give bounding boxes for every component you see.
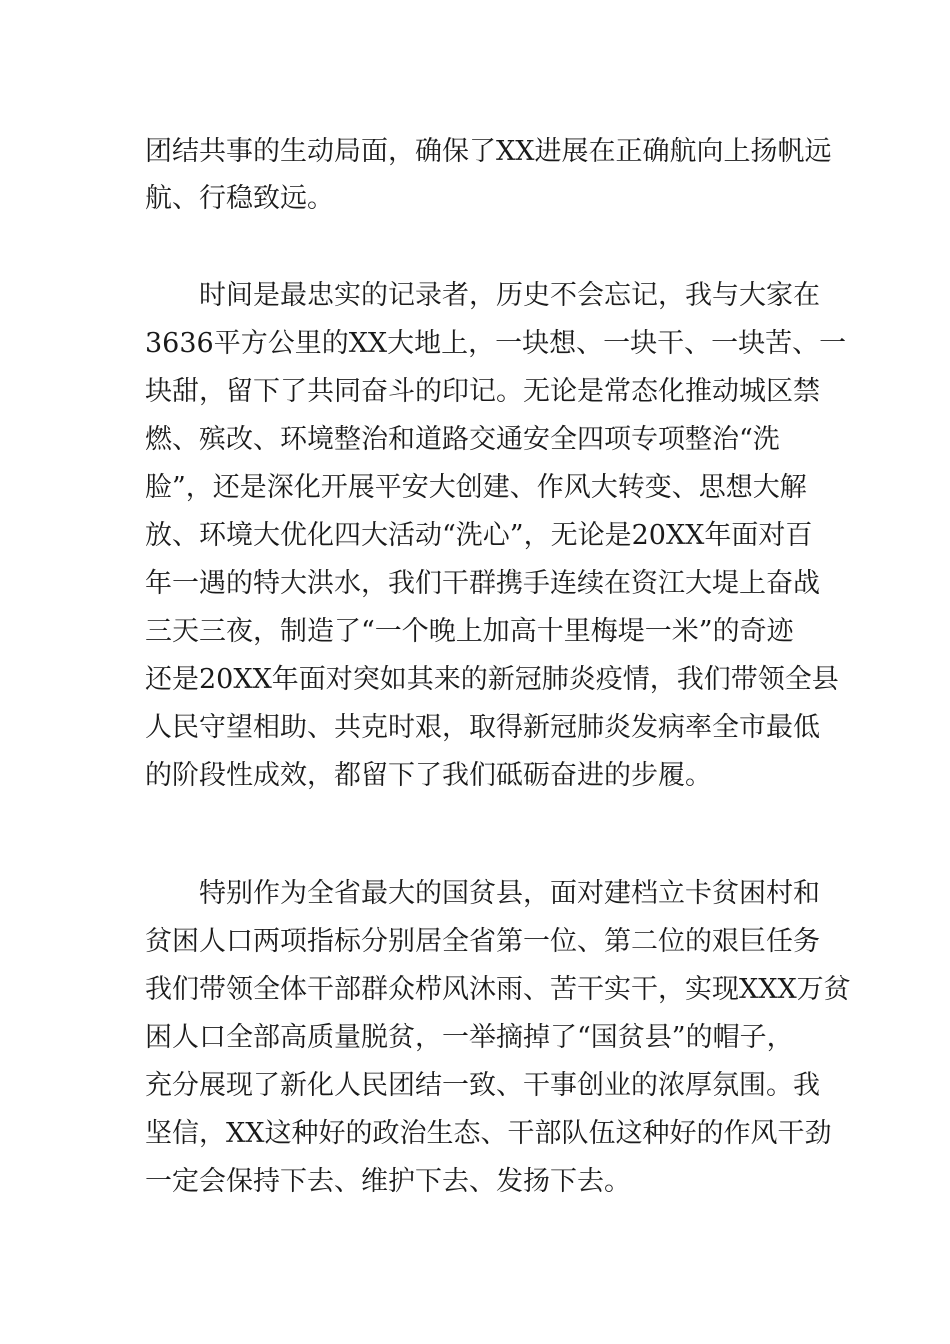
paragraph-2-line-11: 的阶段性成效，都留下了我们砥砺奋进的步履。 <box>145 760 712 791</box>
paragraph-2-line-2: 3636平方公里的XX大地上，一块想、一块干、一块苦、一 <box>145 328 847 359</box>
paragraph-3-line-4: 困人口全部高质量脱贫，一举摘掉了“国贫县”的帽子， <box>145 1022 794 1053</box>
paragraph-2-line-6: 放、环境大优化四大活动“洗心”，无论是20XX年面对百 <box>145 520 813 551</box>
paragraph-2-line-4: 燃、殡改、环境整治和道路交通安全四项专项整治“洗 <box>145 424 780 455</box>
paragraph-2-line-3: 块甜，留下了共同奋斗的印记。无论是常态化推动城区禁 <box>145 376 820 407</box>
paragraph-3-line-3: 我们带领全体干部群众栉风沐雨、苦干实干，实现XXX万贫 <box>145 974 851 1005</box>
paragraph-3-line-6: 坚信，XX这种好的政治生态、干部队伍这种好的作风干劲 <box>145 1118 832 1149</box>
paragraph-2-line-8: 三天三夜，制造了“一个晚上加高十里梅堤一米”的奇迹 <box>145 616 794 647</box>
paragraph-2-line-1: 时间是最忠实的记录者，历史不会忘记，我与大家在 <box>199 280 820 311</box>
paragraph-3-line-5: 充分展现了新化人民团结一致、干事创业的浓厚氛围。我 <box>145 1070 820 1101</box>
paragraph-3-line-2: 贫困人口两项指标分别居全省第一位、第二位的艰巨任务 <box>145 926 820 957</box>
paragraph-2-line-5: 脸”，还是深化开展平安大创建、作风大转变、思想大解 <box>145 472 807 503</box>
paragraph-2-line-7: 年一遇的特大洪水，我们干群携手连续在资江大堤上奋战 <box>145 568 820 599</box>
paragraph-1-line-2: 航、行稳致远。 <box>145 183 334 214</box>
paragraph-3-line-1: 特别作为全省最大的国贫县，面对建档立卡贫困村和 <box>199 878 820 909</box>
paragraph-1-line-1: 团结共事的生动局面，确保了XX进展在正确航向上扬帆远 <box>145 136 832 167</box>
paragraph-2-line-10: 人民守望相助、共克时艰，取得新冠肺炎发病率全市最低 <box>145 712 820 743</box>
paragraph-3-line-7: 一定会保持下去、维护下去、发扬下去。 <box>145 1166 631 1197</box>
paragraph-2-line-9: 还是20XX年面对突如其来的新冠肺炎疫情，我们带领全县 <box>145 664 839 695</box>
